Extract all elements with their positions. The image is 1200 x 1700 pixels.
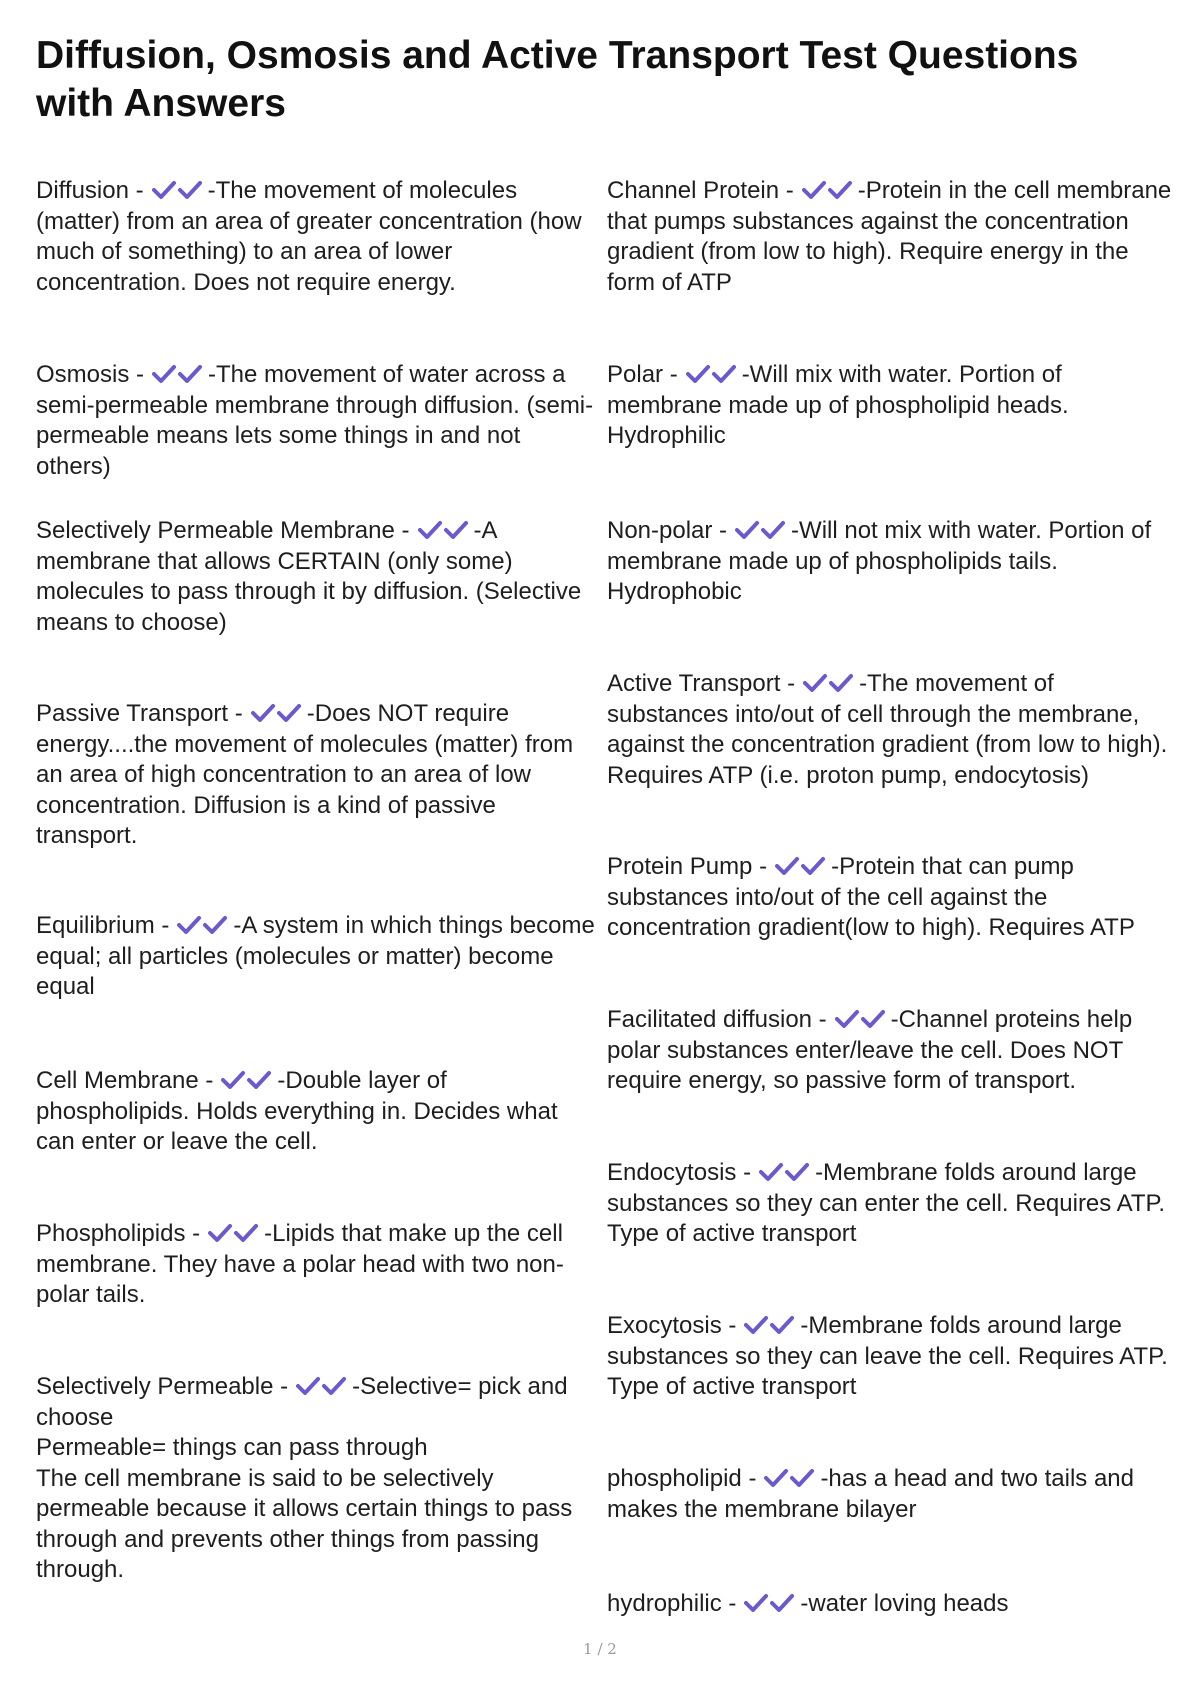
double-check-icon [835, 1008, 885, 1030]
term: Equilibrium - [36, 912, 170, 939]
entry-facilitated-diffusion [607, 1005, 1172, 1097]
definition: -The movement of water across a semi-permeable membrane through diffusion. (semi-permeable means lets some things in and not others) [36, 361, 594, 480]
entry-passive-transport [36, 699, 596, 852]
double-check-icon [177, 914, 227, 936]
entry-equilibrium [36, 911, 596, 1003]
definition: -The movement of molecules (matter) from an area of greater concentration (how much of something) to an area of lower concentration. Does not require energy. [36, 177, 582, 296]
definition: -A membrane that allows CERTAIN (only some) molecules to pass through it by diffusion. (Selective means to choose) [36, 517, 582, 636]
entry-endocytosis [607, 1158, 1172, 1250]
document-title: Diffusion, Osmosis and Active Transport Test Questions with Answers [36, 34, 1079, 125]
definition: -A system in which things become equal; all particles (molecules or matter) become equal [36, 912, 595, 1000]
definition: -Will mix with water. Portion of membrane made up of phospholipid heads. Hydrophilic [607, 361, 1069, 449]
entry-channel-protein [607, 176, 1172, 298]
double-check-icon [744, 1314, 794, 1336]
term: Osmosis - [36, 361, 144, 388]
double-check-icon [775, 855, 825, 877]
double-check-icon [759, 1161, 809, 1183]
term: Selectively Permeable Membrane - [36, 517, 410, 544]
term: Cell Membrane - [36, 1067, 214, 1094]
term: Polar - [607, 361, 678, 388]
definition: -Will not mix with water. Portion of membrane made up of phospholipids tails. Hydrophobic [607, 517, 1152, 605]
term: Endocytosis - [607, 1159, 752, 1186]
term: Phospholipids - [36, 1220, 201, 1247]
double-check-icon [735, 519, 785, 541]
entry-cell-membrane [36, 1066, 596, 1158]
entry-phospholipid [607, 1464, 1172, 1525]
double-check-icon [152, 363, 202, 385]
definition: -Membrane folds around large substances so they can leave the cell. Requires ATP. Type of active transport [607, 1312, 1168, 1400]
definition: -The movement of substances into/out of cell through the membrane, against the concentration gradient (from low to high). Requires ATP (i.e. proton pump, endocytosis) [607, 670, 1168, 789]
definition: -has a head and two tails and makes the membrane bilayer [607, 1465, 1134, 1523]
term: Non-polar - [607, 517, 728, 544]
entry-polar [607, 360, 1172, 452]
double-check-icon [251, 702, 301, 724]
term: Selectively Permeable - [36, 1373, 289, 1400]
double-check-icon [152, 179, 202, 201]
double-check-icon [686, 363, 736, 385]
term: phospholipid - [607, 1465, 757, 1492]
definition: -water loving heads [800, 1590, 1009, 1617]
term: Exocytosis - [607, 1312, 737, 1339]
entry-selectively-permeable-membrane [36, 516, 596, 638]
definition: -Protein that can pump substances into/out of the cell against the concentration gradient(low to high). Requires ATP [607, 853, 1135, 941]
entry-protein-pump [607, 852, 1172, 944]
term: hydrophilic - [607, 1590, 737, 1617]
term: Passive Transport - [36, 700, 243, 727]
definition: -Lipids that make up the cell membrane. They have a polar head with two non-polar tails. [36, 1220, 564, 1308]
term: Protein Pump - [607, 853, 768, 880]
term: Channel Protein - [607, 177, 794, 204]
entry-active-transport [607, 669, 1172, 791]
definition: -Double layer of phospholipids. Holds everything in. Decides what can enter or leave the cell. [36, 1067, 558, 1155]
entry-phospholipids [36, 1219, 596, 1311]
definition: -Channel proteins help polar substances enter/leave the cell. Does NOT require energy, so passive form of transport. [607, 1006, 1133, 1094]
double-check-icon [208, 1222, 258, 1244]
double-check-icon [764, 1467, 814, 1489]
double-check-icon [296, 1375, 346, 1397]
double-check-icon [802, 179, 852, 201]
term: Facilitated diffusion - [607, 1006, 827, 1033]
definition: -Selective= pick and choose Permeable= things can pass through The cell membrane is said to be selectively permeable because it allows certain things to pass through and prevents other things from passing through. [36, 1373, 573, 1583]
double-check-icon [221, 1069, 271, 1091]
entry-diffusion [36, 176, 596, 298]
double-check-icon [744, 1592, 794, 1614]
double-check-icon [418, 519, 468, 541]
entry-exocytosis [607, 1311, 1172, 1403]
term: Active Transport - [607, 670, 796, 697]
entry-non-polar [607, 516, 1172, 608]
definition: -Does NOT require energy....the movement of molecules (matter) from an area of high concentration to an area of low concentration. Diffusion is a kind of passive transport. [36, 700, 574, 849]
entry-osmosis [36, 360, 596, 482]
definition: -Protein in the cell membrane that pumps substances against the concentration gradient (from low to high). Require energy in the form of ATP [607, 177, 1172, 296]
entry-selectively-permeable [36, 1372, 596, 1586]
double-check-icon [803, 672, 853, 694]
entry-hydrophilic [607, 1589, 1172, 1620]
term: Diffusion - [36, 177, 144, 204]
definition: -Membrane folds around large substances so they can enter the cell. Requires ATP. Type of active transport [607, 1159, 1166, 1247]
page-indicator: 1 / 2 [583, 1640, 617, 1658]
